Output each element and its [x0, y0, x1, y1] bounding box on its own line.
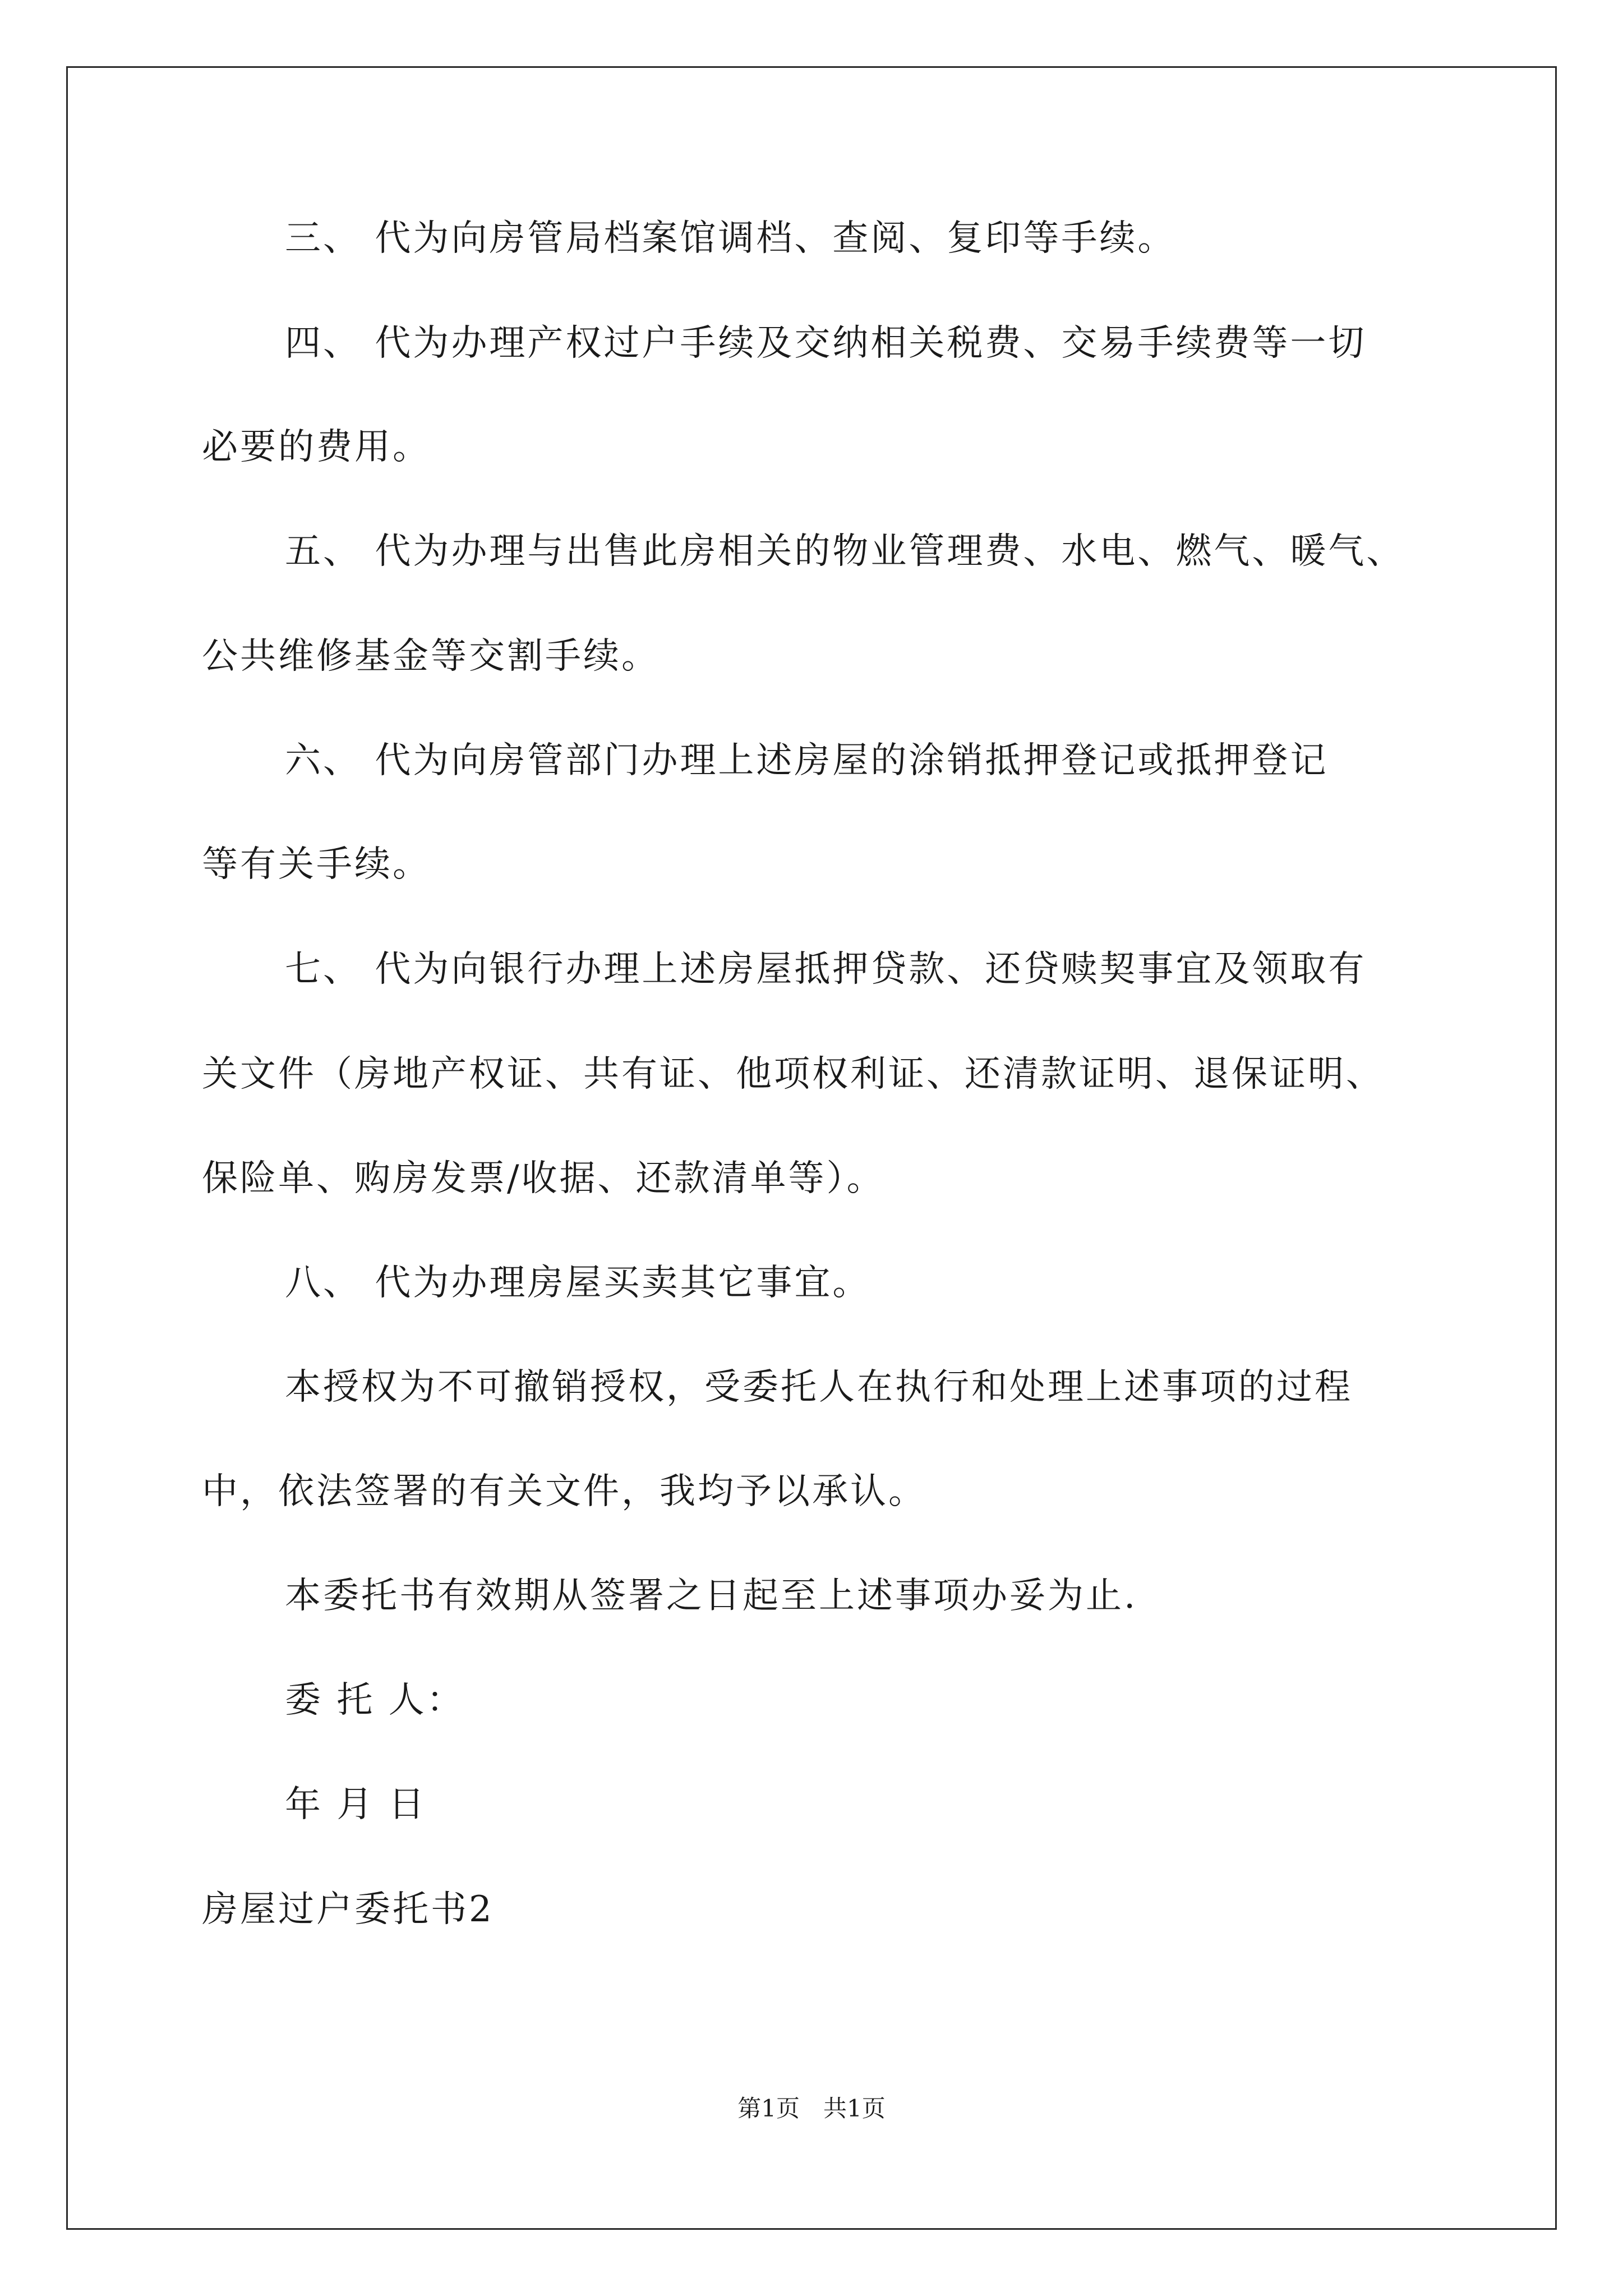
paragraph-item-6: 六、 代为向房管部门办理上述房屋的涂销抵押登记或抵押登记 [285, 740, 1329, 781]
paragraph-item-4: 四、 代为办理产权过户手续及交纳相关税费、交易手续费等一切 [285, 323, 1367, 364]
paragraph-item-5: 五、 代为办理与出售此房相关的物业管理费、水电、燃气、暖气、 [285, 531, 1405, 572]
paragraph-item-6-continued: 等有关手续。 [202, 844, 431, 885]
paragraph-item-5-continued: 公共维修基金等交割手续。 [202, 636, 660, 677]
paragraph-item-3: 三、 代为向房管局档案馆调档、查阅、复印等手续。 [285, 218, 1176, 259]
paragraph-item-8: 八、 代为办理房屋买卖其它事宜。 [285, 1262, 871, 1304]
page-footer: 第1页 共1页 [737, 2095, 886, 2122]
signature-date-label: 年 月 日 [285, 1784, 427, 1825]
section-title: 房屋过户委托书2 [202, 1889, 494, 1930]
paragraph-item-7-continued-1: 关文件（房地产权证、共有证、他项权利证、还清款证明、退保证明、 [202, 1053, 1384, 1095]
signature-principal-label: 委 托 人： [285, 1680, 465, 1721]
paragraph-authorization-continued: 中，依法签署的有关文件，我均予以承认。 [202, 1471, 926, 1512]
paragraph-item-7-continued-2: 保险单、购房发票/收据、还款清单等）。 [202, 1158, 885, 1199]
paragraph-item-7: 七、 代为向银行办理上述房屋抵押贷款、还贷赎契事宜及领取有 [285, 949, 1367, 990]
paragraph-authorization: 本授权为不可撤销授权，受委托人在执行和处理上述事项的过程 [285, 1366, 1353, 1408]
paragraph-validity: 本委托书有效期从签署之日起至上述事项办妥为止. [285, 1575, 1138, 1617]
paragraph-item-4-continued: 必要的费用。 [202, 426, 431, 468]
